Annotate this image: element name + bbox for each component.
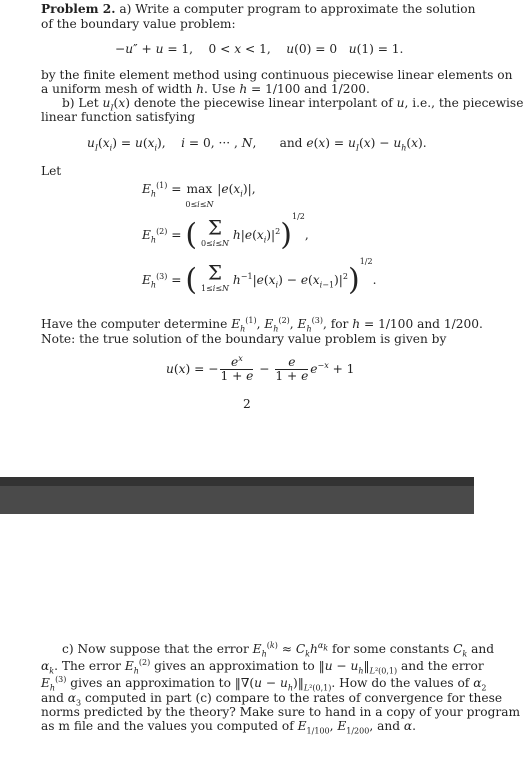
fem-line2: a uniform mesh of width h. Use h = 1/100 and 1/200. (41, 82, 370, 96)
problem-heading: Problem 2. (41, 2, 116, 16)
partc-line2: $\alpha_k$. The error $E_h^{(2)}$ gives an approximation to ‖u − $u_h‖_{L^2(0,1)}$ and the error (41, 657, 484, 676)
true-solution-formula: u(x) = − $\frac{e^x}{1 + e}$ − $\frac{e}{1 + e}$ $e^{-x} + 1$ (166, 353, 355, 383)
bvp-equation: −u″ + u = 1, 0 < x < 1, u(0) = 0 u(1) = 1. (115, 42, 404, 56)
problem-intro-line1 (41, 2, 475, 16)
partb-line1: b) Let $u_I(x)$ denote the piecewise linear interpolant of u, i.e., the piecewise (62, 96, 523, 113)
partc-line3: $E_h^{(3)}$ gives an approximation to ‖∇(u − $u_h)‖_{L^2(0,1)}$. How do the values of $\alpha_2$ (41, 674, 487, 693)
error-E3-formula: $E_h^{(3)}$ = ( Σ 1≤i≤N $h^{-1}|e(x_i) - e(x_{i-1})|^2)^{1/2}$. (142, 257, 377, 298)
partc-line6: as m file and the values you computed of $E_{1/100}$, $E_{1/200}$, and α. (41, 719, 416, 736)
partc-line1: c) Now suppose that the error $E_h^{(k)} \approx C_kh^{\alpha_k}$ for some constants $C_k$ and (62, 640, 495, 659)
page-separator (0, 477, 474, 514)
compute-line1: Have the computer determine $E_h^{(1)}$, $E_h^{(2)}$, $E_h^{(3)}$, for h = 1/100 and 1/200. (41, 315, 483, 334)
page-separator-shade (0, 477, 474, 486)
fem-line1: by the finite element method using continuous piecewise linear elements on (41, 68, 513, 82)
partb-line2: linear function satisfying (41, 110, 196, 124)
partc-line5: norms predicted by the theory? Make sure to hand in a copy of your program (41, 705, 521, 719)
error-E2-formula: $E_h^{(2)}$ = ( Σ 0≤i≤N $h|e(x_i)|^2)^{1/2}$, (142, 212, 309, 253)
error-E1-formula: $E_h^{(1)} = \max$ 0≤i≤N $|e(x_i)|$, (142, 180, 256, 209)
compute-line2: Note: the true solution of the boundary value problem is given by (41, 332, 447, 346)
interpolant-equation: $u_I(x_i) = u(x_i)$, i = 0, ··· , N, and $e(x) = u_I(x) - u_h(x)$. (87, 136, 427, 153)
page-number: 2 (243, 397, 251, 411)
problem-intro-text: a) Write a computer program to approximate the solution (115, 2, 476, 16)
problem-intro-line2: of the boundary value problem: (41, 17, 236, 31)
document-page-2 (0, 514, 521, 760)
partc-line4: and $\alpha_3$ computed in part (c) compare to the rates of convergence for these (41, 691, 503, 708)
let-label: Let (41, 164, 62, 178)
